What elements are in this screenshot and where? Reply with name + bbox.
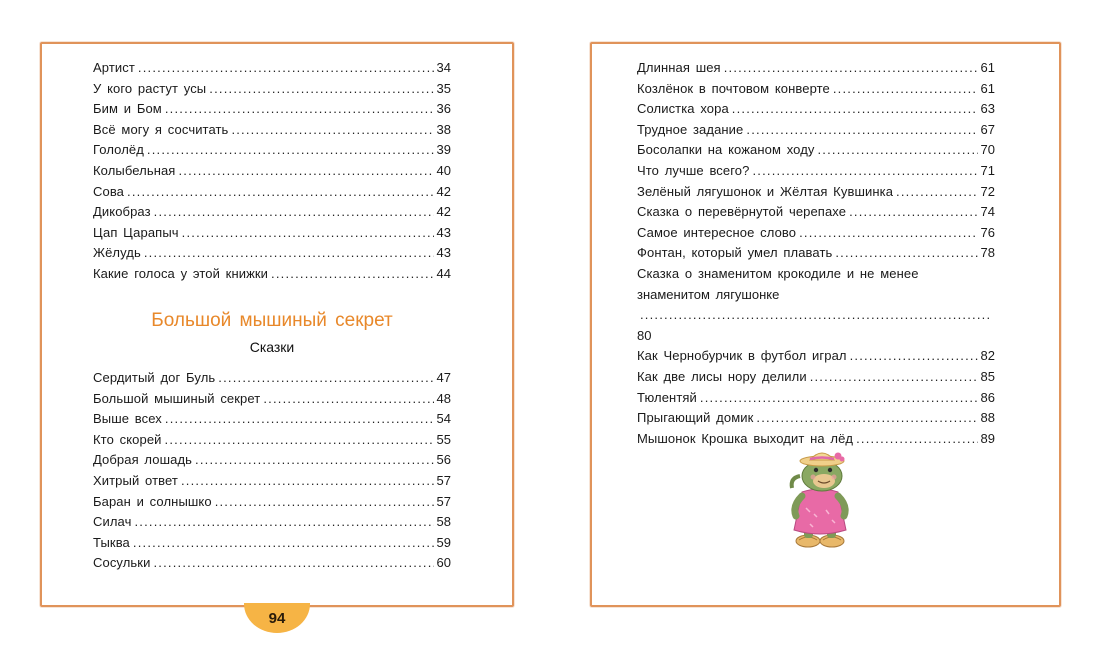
toc-entry-title: Прыгающий домик — [637, 410, 754, 426]
toc-entry — [93, 389, 451, 410]
toc-leader-dots — [195, 450, 434, 471]
toc-entry-page: 40 — [436, 162, 451, 178]
toc-entry-page: 57 — [436, 493, 451, 509]
toc-leader-dots — [127, 182, 434, 203]
toc-leader-dots — [154, 202, 434, 223]
toc-leader-dots — [746, 120, 977, 141]
toc-entry-page: 78 — [980, 245, 995, 261]
toc-entry-title: Трудное задание — [637, 121, 744, 137]
toc-entry — [93, 512, 451, 533]
toc-entry-page: 47 — [436, 370, 451, 385]
toc-entry — [93, 202, 451, 223]
toc-leader-dots — [165, 99, 434, 120]
toc-leader-dots — [856, 429, 977, 450]
toc-entry — [93, 79, 451, 100]
toc-entry-page: 63 — [980, 101, 995, 117]
toc-entry-page: 70 — [980, 142, 995, 158]
toc-entry-title: Как две лисы нору делили — [637, 368, 807, 384]
toc-entry — [93, 182, 451, 203]
toc-leader-dots — [833, 79, 978, 100]
toc-leader-dots — [724, 58, 978, 79]
toc-leader-dots — [134, 512, 433, 533]
toc-entry — [637, 161, 995, 182]
toc-entry — [637, 202, 995, 223]
toc-entry-page: 34 — [436, 60, 451, 75]
toc-leader-dots — [732, 99, 978, 120]
toc-entry — [637, 120, 995, 141]
toc-entry-title: Фонтан, который умел плавать — [637, 245, 833, 261]
toc-entry-title: Какие голоса у этой книжки — [93, 265, 269, 281]
toc-leader-dots — [218, 368, 433, 389]
toc-entry — [93, 409, 451, 430]
toc-leader-dots — [896, 182, 978, 203]
toc-entry-title: Цап Царапыч — [93, 224, 179, 240]
toc-entry — [637, 99, 995, 120]
toc-leader-dots — [799, 223, 977, 244]
toc-entry — [93, 430, 451, 451]
toc-entry — [637, 243, 995, 264]
toc-entry — [93, 264, 451, 285]
toc-entry — [637, 264, 995, 346]
toc-entry-title-line2: знаменитом лягушонке — [637, 286, 780, 302]
toc-leader-dots — [756, 408, 977, 429]
toc-entry — [637, 367, 995, 388]
toc-leader-dots — [817, 140, 977, 161]
toc-entry-title: Как Чернобурчик в футбол играл — [637, 348, 847, 364]
toc-entry-page: 88 — [980, 410, 995, 426]
toc-leader-dots — [209, 79, 433, 100]
toc-leader-dots — [810, 367, 978, 388]
toc-entry-title: Сосульки — [93, 555, 151, 571]
toc-entry-page: 55 — [436, 431, 451, 447]
toc-entry-page: 42 — [436, 183, 451, 199]
toc-entry-page: 57 — [436, 472, 451, 488]
toc-entry-page: 61 — [980, 60, 995, 75]
toc-leader-dots — [271, 264, 433, 285]
toc-entry-title: Босолапки на кожаном ходу — [637, 142, 815, 158]
toc-leader-dots — [153, 553, 433, 574]
toc-entry-title: Сова — [93, 183, 125, 199]
toc-entry-title: Что лучше всего? — [637, 162, 750, 178]
toc-entry-title: Силач — [93, 514, 132, 530]
toc-entry-page: 80 — [637, 327, 652, 343]
toc-leader-dots — [231, 120, 433, 141]
toc-entry-title: Сказка о знаменитом крокодиле и не менее — [637, 265, 919, 281]
toc-leader-dots — [144, 243, 434, 264]
toc-entry-page: 43 — [436, 224, 451, 240]
toc-leader-dots — [700, 388, 978, 409]
toc-entry — [93, 471, 451, 492]
toc-entry-title: Жёлудь — [93, 245, 141, 261]
toc-leader-dots — [640, 305, 992, 326]
toc-entry — [93, 223, 451, 244]
toc-entry — [637, 140, 995, 161]
toc-entry — [93, 243, 451, 264]
toc-leader-dots — [165, 409, 434, 430]
toc-entry-page: 74 — [980, 204, 995, 220]
toc-entry-title: Большой мышиный секрет — [93, 390, 261, 406]
turtle-illustration-icon — [786, 448, 856, 550]
toc-entry-page: 35 — [436, 80, 451, 96]
toc-list-poems — [93, 58, 451, 285]
toc-entry — [93, 58, 451, 79]
toc-entry-page: 67 — [980, 121, 995, 137]
toc-leader-dots — [147, 140, 434, 161]
toc-entry-page: 48 — [436, 390, 451, 406]
toc-entry-title: У кого растут усы — [93, 80, 207, 96]
toc-entry-title: Мышонок Крошка выходит на лёд — [637, 430, 854, 446]
toc-leader-dots — [752, 161, 977, 182]
toc-entry-page: 39 — [436, 142, 451, 158]
toc-entry-page: 89 — [980, 430, 995, 446]
toc-list-right — [637, 58, 995, 449]
toc-entry — [637, 388, 995, 409]
toc-entry — [637, 58, 995, 79]
toc-entry-title: Сказка о перевёрнутой черепахе — [637, 204, 847, 220]
toc-entry-title: Всё могу я сосчитать — [93, 121, 229, 137]
toc-entry — [637, 182, 995, 203]
toc-entry-title: Добрая лошадь — [93, 452, 193, 468]
toc-entry-page: 72 — [980, 183, 995, 199]
toc-entry-title: Зелёный лягушонок и Жёлтая Кувшинка — [637, 183, 894, 199]
toc-entry-page: 60 — [436, 555, 451, 571]
toc-entry-page: 42 — [436, 204, 451, 220]
toc-entry-page: 71 — [980, 162, 995, 178]
toc-entry-title: Кто скорей — [93, 431, 162, 447]
toc-entry-title: Самое интересное слово — [637, 224, 797, 240]
toc-entry — [637, 408, 995, 429]
toc-leader-dots — [835, 243, 977, 264]
toc-entry-title: Артист — [93, 60, 135, 75]
toc-entry-title: Баран и солнышко — [93, 493, 212, 509]
toc-entry-page: 61 — [980, 80, 995, 96]
toc-entry — [637, 429, 995, 450]
toc-entry-page: 59 — [436, 534, 451, 550]
toc-entry-page: 43 — [436, 245, 451, 261]
toc-leader-dots — [215, 492, 434, 513]
toc-entry-page: 58 — [436, 514, 451, 530]
toc-leader-dots — [263, 389, 433, 410]
toc-leader-dots — [182, 223, 434, 244]
toc-leader-dots — [138, 58, 434, 79]
section-subtitle: Сказки — [249, 339, 295, 355]
toc-entry-page: 85 — [980, 368, 995, 384]
toc-entry — [637, 223, 995, 244]
toc-entry-page: 56 — [436, 452, 451, 468]
toc-entry-page: 38 — [436, 121, 451, 137]
toc-entry — [93, 140, 451, 161]
toc-entry-title: Бим и Бом — [93, 101, 162, 117]
toc-leader-dots — [181, 471, 434, 492]
toc-leader-dots — [849, 202, 977, 223]
toc-entry — [93, 161, 451, 182]
toc-entry — [93, 120, 451, 141]
toc-entry-page: 82 — [980, 348, 995, 364]
toc-entry — [93, 492, 451, 513]
toc-list-tales — [93, 368, 451, 574]
toc-entry-title: Выше всех — [93, 411, 162, 427]
toc-entry-page: 86 — [980, 389, 995, 405]
toc-entry — [93, 368, 451, 389]
toc-entry-page: 54 — [436, 411, 451, 427]
toc-leader-dots — [133, 533, 434, 554]
toc-entry — [637, 346, 995, 367]
toc-entry-title: Длинная шея — [637, 60, 721, 75]
toc-entry-title: Хитрый ответ — [93, 472, 178, 488]
toc-entry-title: Гололёд — [93, 142, 144, 158]
toc-entry-title: Солистка хора — [637, 101, 729, 117]
toc-entry-title: Колыбельная — [93, 162, 176, 178]
toc-entry-title: Козлёнок в почтовом конверте — [637, 80, 830, 96]
toc-entry-page: 36 — [436, 101, 451, 117]
toc-entry-title: Тыква — [93, 534, 130, 550]
toc-entry-title: Сердитый дог Буль — [93, 370, 216, 385]
toc-entry — [93, 533, 451, 554]
page-number: 94 — [244, 603, 310, 633]
toc-entry — [93, 450, 451, 471]
section-title: Большой мышиный секрет — [151, 310, 393, 331]
toc-entry — [93, 553, 451, 574]
toc-entry — [93, 99, 451, 120]
toc-entry-page: 76 — [980, 224, 995, 240]
toc-entry-title: Дикобраз — [93, 204, 151, 220]
toc-entry-title: Тюлентяй — [637, 389, 697, 405]
toc-leader-dots — [178, 161, 433, 182]
toc-entry — [637, 79, 995, 100]
toc-leader-dots — [165, 430, 434, 451]
toc-entry-page: 44 — [436, 265, 451, 281]
toc-leader-dots — [850, 346, 978, 367]
